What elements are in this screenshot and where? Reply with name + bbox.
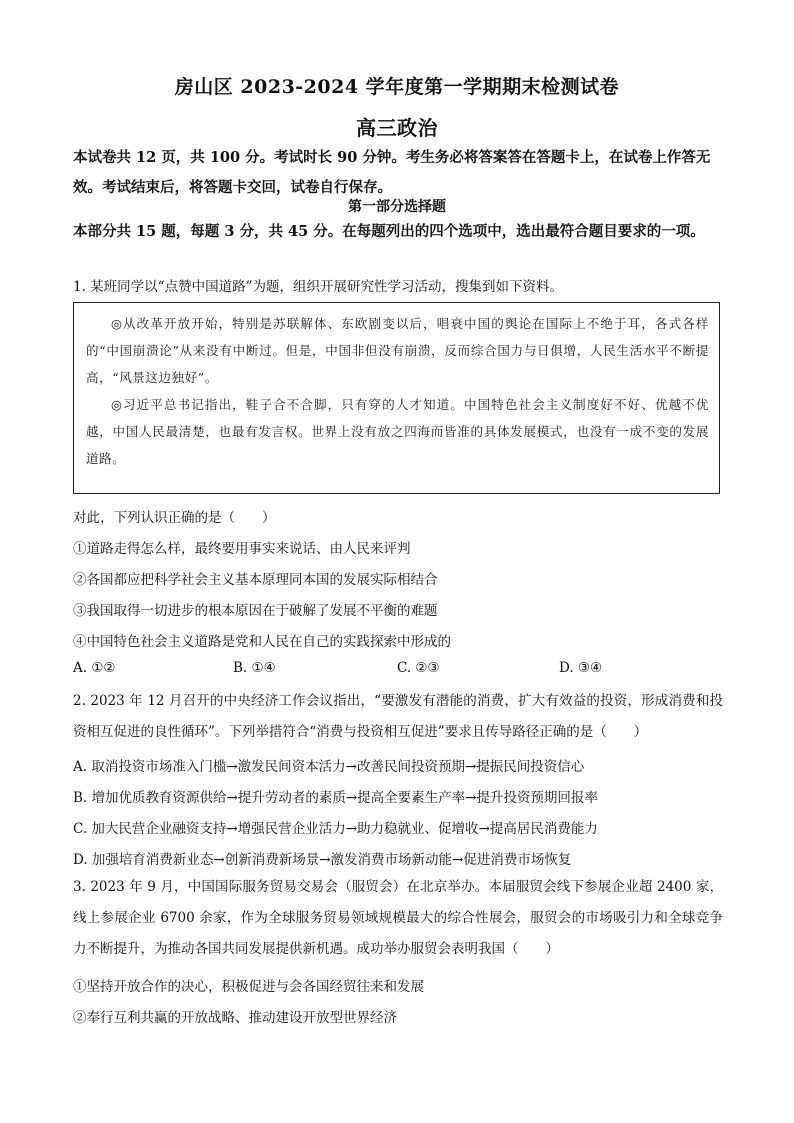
exam-instructions: 本试卷共 12 页，共 100 分。考试时长 90 分钟。考生务必将答案答在答题卡上，在试卷上作答无效。考试结束后，将答题卡交回，试卷自行保存。 [73,149,711,196]
q1-option-d[interactable]: D. ③④ [559,660,603,676]
q2-option-d[interactable]: D. 加强培育消费新业态→创新消费新场景→激发消费市场新动能→促进消费市场恢复 [73,852,572,868]
q1-option-c[interactable]: C. ②③ [397,660,440,676]
q3-statement-2: ②奉行互利共赢的开放战略、推动建设开放型世界经济 [73,1010,397,1026]
q1-statement-4: ④中国特色社会主义道路是党和人民在自己的实践探索中形成的 [73,634,451,650]
section-description: 本部分共 15 题，每题 3 分，共 45 分。在每题列出的四个选项中，选出最符合题目要求的一项。 [73,223,705,240]
q1-option-b[interactable]: B. ①④ [233,660,276,676]
q1-statement-1: ①道路走得怎么样，最终要用事实来说话、由人民来评判 [73,541,411,557]
subject-title: 高三政治 [356,116,438,140]
q1-material-2: ◎习近平总书记指出，鞋子合不合脚，只有穿的人才知道。中国特色社会主义制度好不好、优越不优越，中国人民最清楚，也最有发言权。世界上没有放之四海而皆准的具体发展模式，也没有一成不变的发展道路。 [86,397,709,466]
exam-title: 房山区 2023-2024 学年度第一学期期末检测试卷 [174,76,620,98]
q1-stem: 1. 某班同学以“点赞中国道路”为题，组织开展研究性学习活动，搜集到如下资料。 [73,279,563,295]
q1-statement-2: ②各国都应把科学社会主义基本原理同本国的发展实际相结合 [73,572,438,588]
q3-stem: 3. 2023 年 9 月，中国国际服务贸易交易会（服贸会）在北京举办。本届服贸会线下参展企业超 2400 家，线上参展企业 6700 余家，作为全球服务贸易领域规模最大的综合性展会，服贸会的市场吸引力和全球竞争力不断提升，为推动各国共同发展提供新机遇。成功举办服贸会表明我国（ ） [73,879,723,957]
q3-statement-1: ①坚持开放合作的决心，积极促进与会各国经贸往来和发展 [73,979,424,995]
q2-option-c[interactable]: C. 加大民营企业融资支持→增强民营企业活力→助力稳就业、促增收→提高居民消费能力 [73,821,598,837]
q1-options [73,660,723,682]
q1-statement-3: ③我国取得一切进步的根本原因在于破解了发展不平衡的难题 [73,603,438,619]
q2-stem: 2. 2023 年 12 月召开的中央经济工作会议指出，“要激发有潜能的消费，扩大有效益的投资，形成消费和投资相互促进的良性循环”。下列举措符合“消费与投资相互促进”要求且传导路径正确的是（ ） [73,693,723,740]
q1-option-a[interactable]: A. ①② [73,660,116,676]
section-title: 第一部分选择题 [348,199,446,215]
q2-option-b[interactable]: B. 增加优质教育资源供给→提升劳动者的素质→提高全要素生产率→提升投资预期回报率 [73,790,598,806]
q1-material-box [73,302,720,494]
q1-question: 对此，下列认识正确的是（ ） [73,510,276,526]
q1-material-1: ◎从改革开放开始，特别是苏联解体、东欧剧变以后，唱衰中国的舆论在国际上不绝于耳，各式各样的“中国崩溃论”从来没有中断过。但是，中国非但没有崩溃，反而综合国力与日俱增，人民生活水平不断提高，“风景这边独好”。 [86,316,709,385]
q2-option-a[interactable]: A. 取消投资市场准入门槛→激发民间资本活力→改善民间投资预期→提振民间投资信心 [73,759,585,775]
